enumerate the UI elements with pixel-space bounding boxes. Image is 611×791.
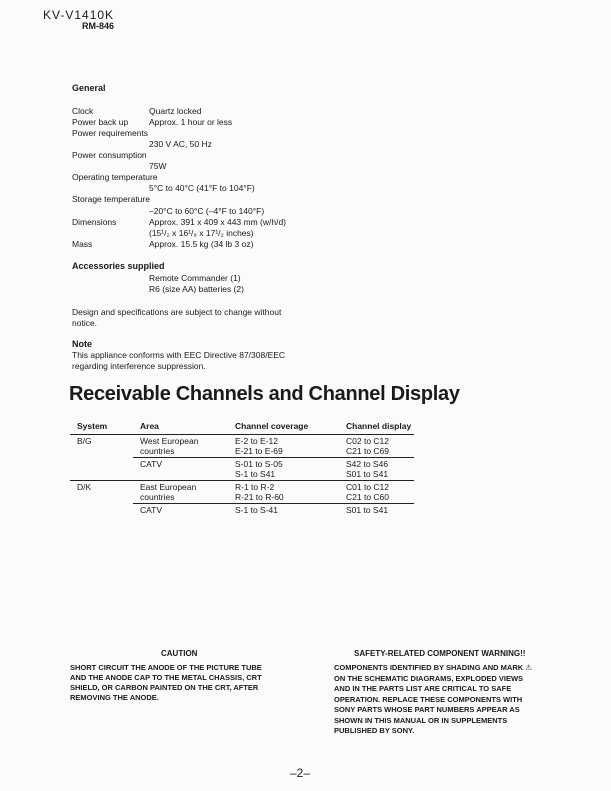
table-row [70,481,414,504]
coverage-cell: S-1 to S-41 [228,504,339,517]
backup-label: Power back up [72,117,129,127]
dimensions-inches: (15¹/₂ x 16¹/₈ x 17¹/₂ inches) [149,228,254,238]
channels-table [70,418,414,516]
op-temp-value: 5°C to 40°C (41°F to 104°F) [149,183,255,193]
area-cell: CATV [133,504,228,517]
note-heading: Note [72,339,92,349]
page-number: –2– [290,766,311,780]
area-cell: CATV [133,458,228,481]
storage-temp-value: –20°C to 60°C (–4°F to 140°F) [149,206,265,216]
header-area: Area [133,418,228,435]
coverage-cell: R-1 to R-2 R-21 to R-60 [228,481,339,504]
header-system: System [70,418,133,435]
safety-heading: SAFETY-RELATED COMPONENT WARNING!! [354,649,526,658]
system-cell: B/G [77,436,92,446]
clock-value: Quartz locked [149,106,202,116]
coverage-cell: S-01 to S-05 S-1 to S41 [228,458,339,481]
header-coverage: Channel coverage [228,418,339,435]
channels-title: Receivable Channels and Channel Display [69,383,460,405]
consumption-label: Power consumption [72,150,147,160]
accessories-heading: Accessories supplied [72,261,165,271]
power-req-value: 230 V AC, 50 Hz [149,139,212,149]
design-note: notice. [72,318,98,328]
backup-value: Approx. 1 hour or less [149,117,233,127]
safety-text: COMPONENTS IDENTIFIED BY SHADING AND MARK ⚠ ON THE SCHEMATIC DIAGRAMS, EXPLODED VIEWS AND IN THE PARTS LIST ARE CRITICAL TO SAFE OPERATION. REPLACE THESE COMPONENTS WITH SONY PARTS WHOSE PART NUMBERS APPEAR AS SHOWN IN THIS MANUAL OR IN SUPPLEMENTS PUBLISHED BY SONY. [334,663,532,735]
table-row [70,435,414,458]
storage-temp-label: Storage temperature [72,194,150,204]
accessory-item: Remote Commander (1) [149,273,241,283]
caution-text: SHORT CIRCUIT THE ANODE OF THE PICTURE TUBE AND THE ANODE CAP TO THE METAL CHASSIS, CRT SHIELD, OR CARBON PAINTED ON THE CRT, AFTER REMOVING THE ANODE. [70,663,262,702]
dimensions-value: Approx. 391 x 409 x 443 mm (w/h/d) [149,217,287,227]
note-text: This appliance conforms with EEC Directive 87/308/EEC [72,350,286,360]
header-display: Channel display [339,418,414,435]
consumption-value: 75W [149,161,167,171]
design-note: Design and specifications are subject to change without [72,307,282,317]
caution-heading: CAUTION [161,649,198,658]
accessory-item: R6 (size AA) batteries (2) [149,284,244,294]
power-req-label: Power requirements [72,128,149,138]
area-cell: West European countries [140,436,199,456]
table-header-row [70,418,414,435]
system-cell: D/K [70,481,133,517]
display-cell: C02 to C12 C21 to C69 [346,436,389,456]
general-heading: General [72,83,106,93]
coverage-cell: E-2 to E-12 E-21 to E-69 [235,436,283,456]
model-number: KV-V1410K [43,8,115,22]
mass-value: Approx. 15.5 kg (34 lb 3 oz) [149,239,254,249]
dimensions-label: Dimensions [72,217,117,227]
display-cell: C01 to C12 C21 to C60 [339,481,414,504]
clock-label: Clock [72,106,94,116]
op-temp-label: Operating temperature [72,172,158,182]
display-cell: S42 to S46 S01 to S41 [339,458,414,481]
remote-model: RM-846 [82,21,115,31]
area-cell: East European countries [133,481,228,504]
display-cell: S01 to S41 [339,504,414,517]
note-text: regarding interference suppression. [72,361,206,371]
mass-label: Mass [72,239,93,249]
